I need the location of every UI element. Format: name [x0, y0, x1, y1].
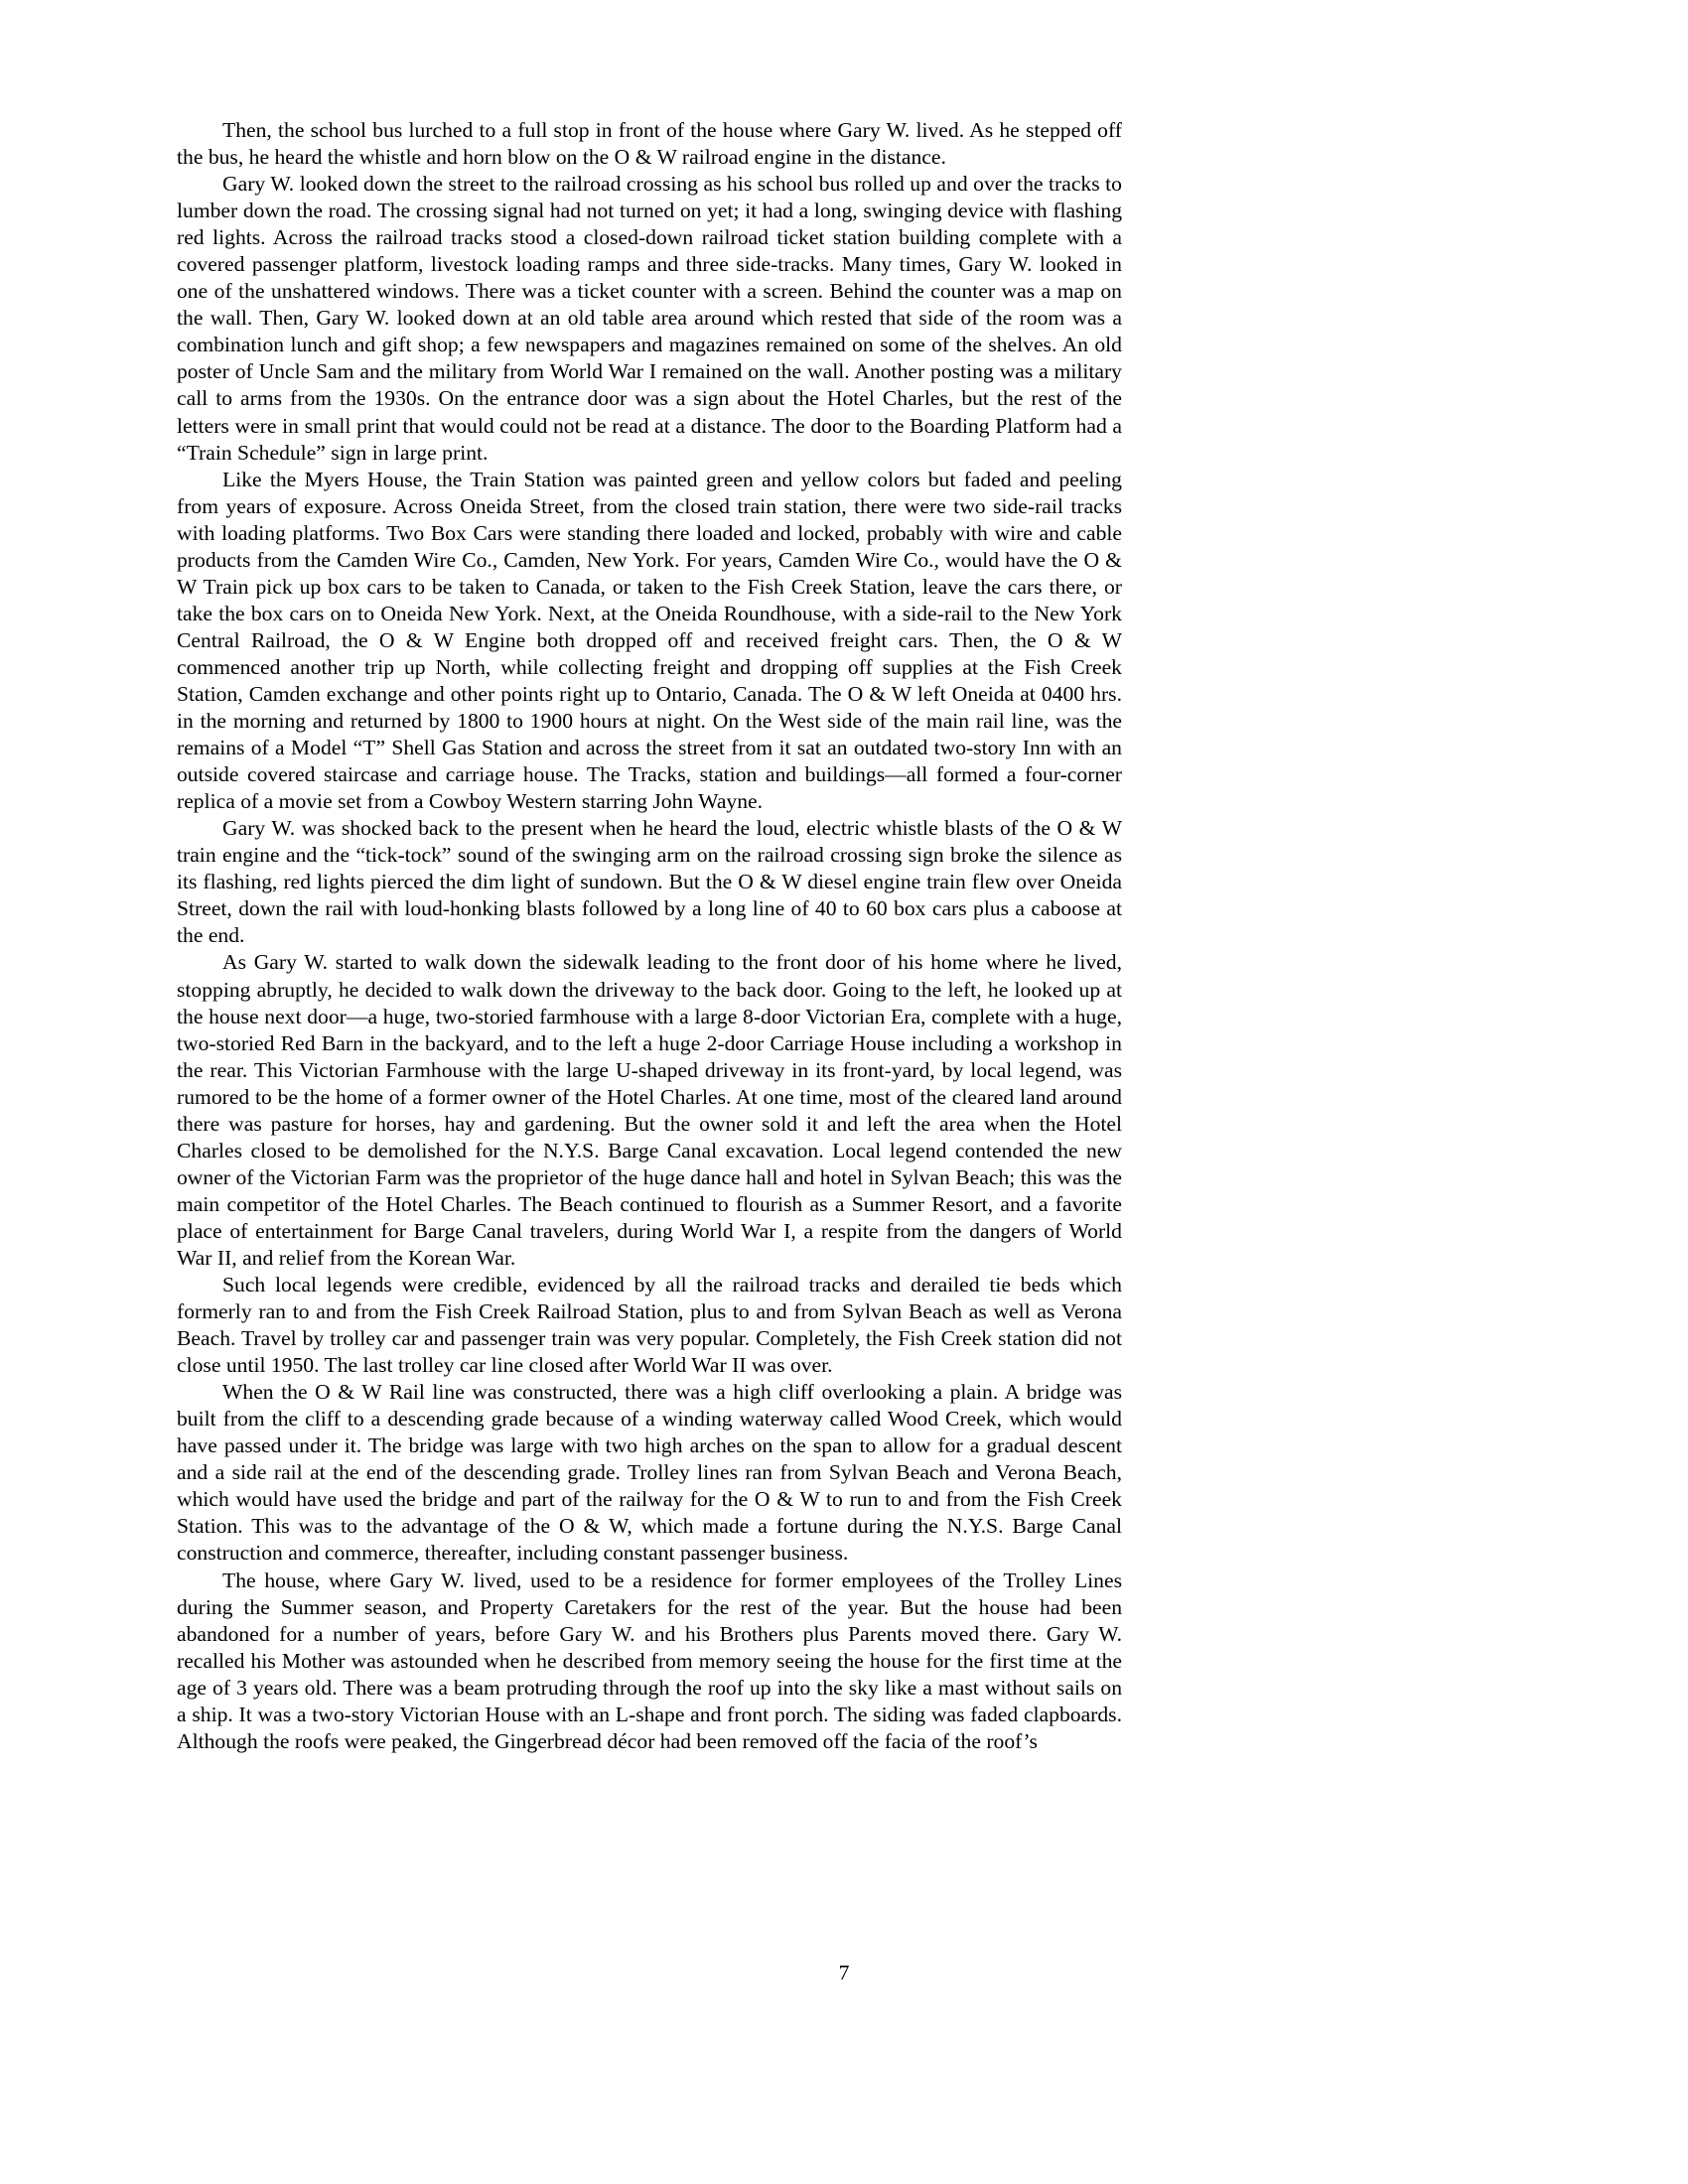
body-paragraph: As Gary W. started to walk down the sidewalk leading to the front door of his home where he lived, stopping abruptly, he decided to walk down the driveway to the back door. Going to the left, he looked up at the house next door—a huge, two-storied farmhouse with a large 8-door Victorian Era, complete with a huge, two-storied Red Barn in the backyard, and to the left a huge 2-door Carriage House including a workshop in the rear. This Victorian Farmhouse with the large U-shaped driveway in its front-yard, by local legend, was rumored to be the home of a former owner of the Hotel Charles. At one time, most of the cleared land around there was pasture for horses, hay and gardening. But the owner sold it and left the area when the Hotel Charles closed to be demolished for the N.Y.S. Barge Canal excavation. Local legend contended the new owner of the Victorian Farm was the proprietor of the huge dance hall and hotel in Sylvan Beach; this was the main competitor of the Hotel Charles. The Beach continued to flourish as a Summer Resort, and a favorite place of entertainment for Barge Canal travelers, during World War I, a respite from the dangers of World War II, and relief from the Korean War.: [177, 950, 1122, 1270]
body-paragraph: Then, the school bus lurched to a full stop in front of the house where Gary W. lived. As he stepped off the bus, he heard the whistle and horn blow on the O & W railroad engine in the distance.: [177, 118, 1122, 170]
body-paragraph: Gary W. was shocked back to the present when he heard the loud, electric whistle blasts of the O & W train engine and the “tick-tock” sound of the swinging arm on the railroad crossing sign broke the silence as its flashing, red lights pierced the dim light of sundown. But the O & W diesel engine train flew over Oneida Street, down the rail with loud-honking blasts followed by a long line of 40 to 60 box cars plus a caboose at the end.: [177, 816, 1122, 948]
body-paragraph: Gary W. looked down the street to the railroad crossing as his school bus rolled up and over the tracks to lumber down the road. The crossing signal had not turned on yet; it had a long, swinging device with flashing red lights. Across the railroad tracks stood a closed-down railroad ticket station building complete with a covered passenger platform, livestock loading ramps and three side-tracks. Many times, Gary W. looked in one of the unshattered windows. There was a ticket counter with a screen. Behind the counter was a map on the wall. Then, Gary W. looked down at an old table area around which rested that side of the room was a combination lunch and gift shop; a few newspapers and magazines remained on some of the shelves. An old poster of Uncle Sam and the military from World War I remained on the wall. Another posting was a military call to arms from the 1930s. On the entrance door was a sign about the Hotel Charles, but the rest of the letters were in small print that would could not be read at a distance. The door to the Boarding Platform had a “Train Schedule” sign in large print.: [177, 172, 1122, 465]
body-paragraph: Such local legends were credible, evidenced by all the railroad tracks and derailed tie beds which formerly ran to and from the Fish Creek Railroad Station, plus to and from Sylvan Beach as well as Verona Beach. Travel by trolley car and passenger train was very popular. Completely, the Fish Creek station did not close until 1950. The last trolley car line closed after World War II was over.: [177, 1273, 1122, 1378]
body-text-column: [177, 117, 1122, 1755]
page-number: 7: [838, 1961, 850, 1984]
body-paragraph: Like the Myers House, the Train Station was painted green and yellow colors but faded and peeling from years of exposure. Across Oneida Street, from the closed train station, there were two side-rail tracks with loading platforms. Two Box Cars were standing there loaded and locked, probably with wire and cable products from the Camden Wire Co., Camden, New York. For years, Camden Wire Co., would have the O & W Train pick up box cars to be taken to Canada, or taken to the Fish Creek Station, leave the cars there, or take the box cars on to Oneida New York. Next, at the Oneida Roundhouse, with a side-rail to the New York Central Railroad, the O & W Engine both dropped off and received freight cars. Then, the O & W commenced another trip up North, while collecting freight and dropping off supplies at the Fish Creek Station, Camden exchange and other points right up to Ontario, Canada. The O & W left Oneida at 0400 hrs. in the morning and returned by 1800 to 1900 hours at night. On the West side of the main rail line, was the remains of a Model “T” Shell Gas Station and across the street from it sat an outdated two-story Inn with an outside covered staircase and carriage house. The Tracks, station and buildings—all formed a four-corner replica of a movie set from a Cowboy Western starring John Wayne.: [177, 467, 1122, 814]
body-paragraph: When the O & W Rail line was constructed, there was a high cliff overlooking a plain. A bridge was built from the cliff to a descending grade because of a winding waterway called Wood Creek, which would have passed under it. The bridge was large with two high arches on the span to allow for a gradual descent and a side rail at the end of the descending grade. Trolley lines ran from Sylvan Beach and Verona Beach, which would have used the bridge and part of the railway for the O & W to run to and from the Fish Creek Station. This was to the advantage of the O & W, which made a fortune during the N.Y.S. Barge Canal construction and commerce, thereafter, including constant passenger business.: [177, 1380, 1122, 1566]
body-paragraph: The house, where Gary W. lived, used to be a residence for former employees of the Trolley Lines during the Summer season, and Property Caretakers for the rest of the year. But the house had been abandoned for a number of years, before Gary W. and his Brothers plus Parents moved there. Gary W. recalled his Mother was astounded when he described from memory seeing the house for the first time at the age of 3 years old. There was a beam protruding through the roof up into the sky like a mast without sails on a ship. It was a two-story Victorian House with an L-shape and front porch. The siding was faded clapboards. Although the roofs were peaked, the Gingerbread décor had been removed off the facia of the roof’s: [177, 1568, 1122, 1753]
